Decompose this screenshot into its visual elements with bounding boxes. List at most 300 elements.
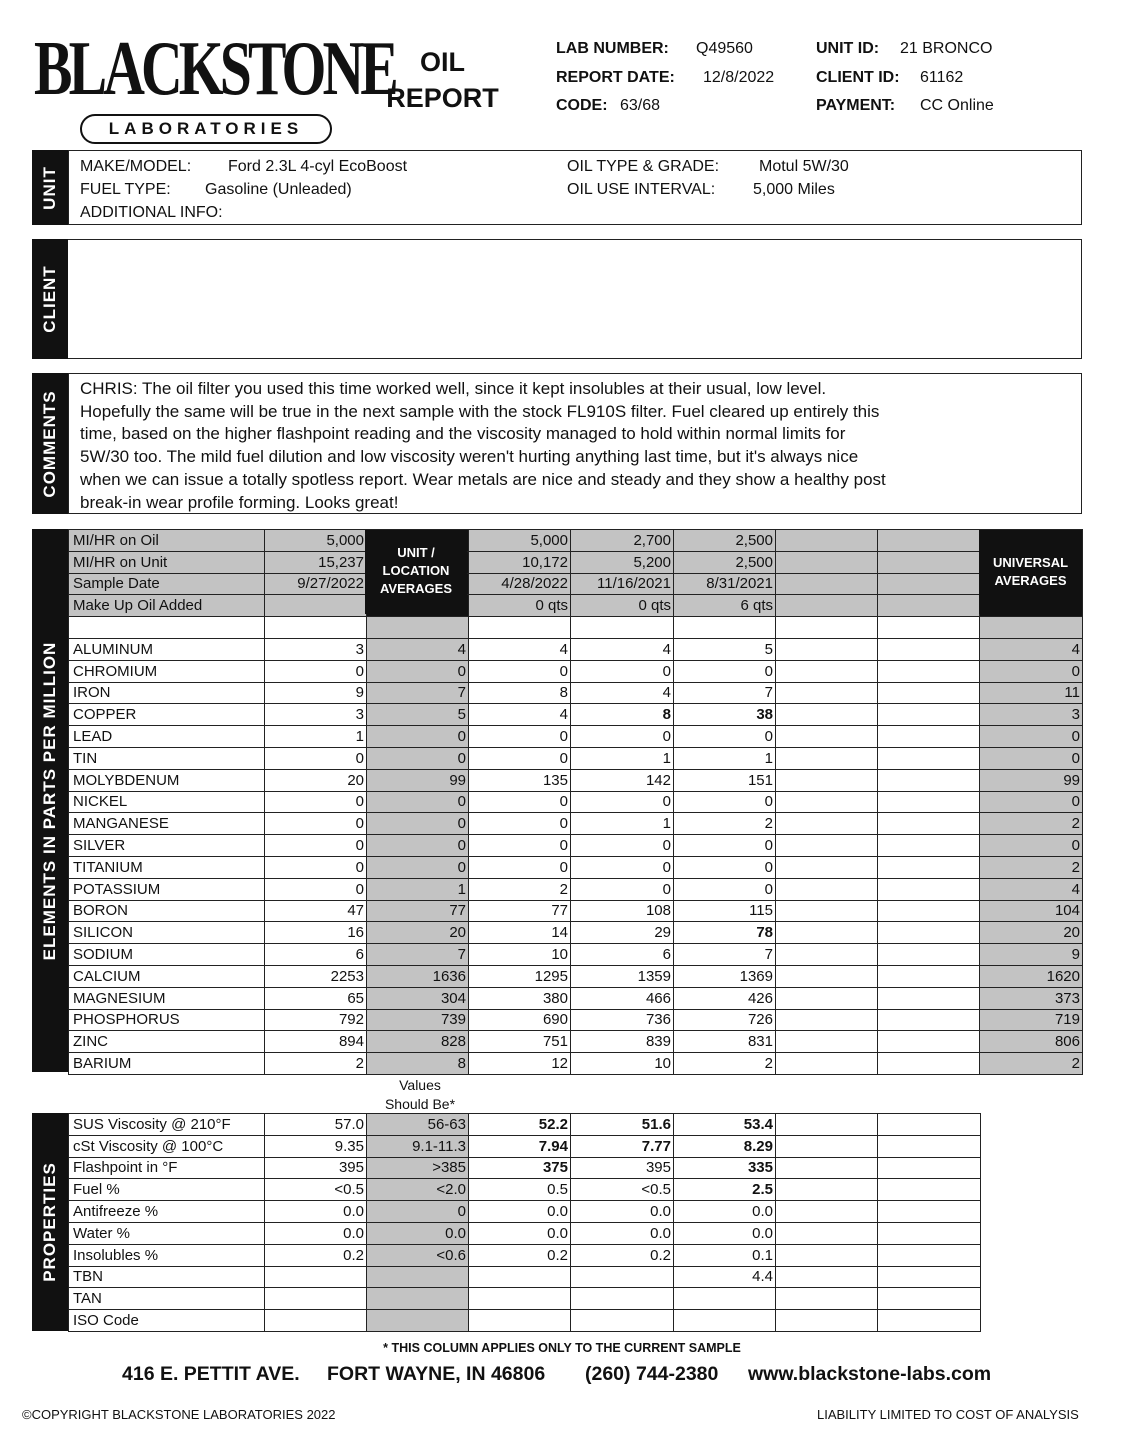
sample-5-cell [878, 813, 980, 835]
sample-4-cell [776, 1009, 878, 1031]
unit-average-cell: 0 [367, 791, 469, 813]
sample-4-cell [776, 660, 878, 682]
universal-average-cell: 20 [980, 922, 1083, 944]
comment-line: Hopefully the same will be true in the next sample with the stock FL910S filter. Fuel cleared up entirely this [80, 401, 880, 421]
universal-average-cell: 806 [980, 1031, 1083, 1053]
current-sample-cell [265, 1266, 367, 1288]
unit-average-cell: 77 [367, 900, 469, 922]
current-sample-cell: 9 [265, 682, 367, 704]
sample-5-cell [878, 1179, 981, 1201]
unit-side-label: UNIT [32, 150, 68, 225]
sample-1-cell: 0 [469, 856, 571, 878]
universal-average-cell: 9 [980, 944, 1083, 966]
sample-4-cell [776, 769, 878, 791]
element-row [69, 813, 1083, 835]
sample-2-cell: 10 [571, 1053, 674, 1075]
element-row [69, 726, 1083, 748]
sample-2-cell: 5,200 [571, 551, 674, 573]
property-name: Insolubles % [69, 1244, 265, 1266]
element-row [69, 791, 1083, 813]
sample-4-cell [776, 1135, 878, 1157]
sample-2-cell: 8 [571, 704, 674, 726]
sample-5-cell [878, 1244, 981, 1266]
make-model-value: Ford 2.3L 4-cyl EcoBoost [228, 158, 408, 175]
fuel-type-value: Gasoline (Unleaded) [205, 181, 352, 198]
sample-2-cell: 4 [571, 682, 674, 704]
unit-average-cell: 5 [367, 704, 469, 726]
element-row [69, 835, 1083, 857]
sample-4-cell [776, 987, 878, 1009]
sample-5-cell [878, 791, 980, 813]
property-row [69, 1288, 981, 1310]
unit-info-box [68, 150, 1082, 225]
sample-3-cell: 1369 [674, 965, 776, 987]
footer-copyright: ©COPYRIGHT BLACKSTONE LABORATORIES 2022 [22, 1407, 336, 1422]
comment-line: time, based on the higher flashpoint reading and the viscosity managed to hold within normal limits for [80, 424, 846, 444]
sample-1-cell: 751 [469, 1031, 571, 1053]
sample-1-cell: 0.5 [469, 1179, 571, 1201]
current-sample-cell: 0 [265, 878, 367, 900]
universal-average-cell: 0 [980, 747, 1083, 769]
sample-5-cell [878, 922, 980, 944]
oil-type-value: Motul 5W/30 [759, 158, 849, 175]
property-row [69, 1179, 981, 1201]
sample-4-cell [776, 530, 878, 552]
sample-3-cell: 8.29 [674, 1135, 776, 1157]
sample-3-cell: 726 [674, 1009, 776, 1031]
unit-average-cell: 828 [367, 1031, 469, 1053]
current-sample-cell: 395 [265, 1157, 367, 1179]
sample-3-cell: 0.0 [674, 1222, 776, 1244]
client-id-label: CLIENT ID: [816, 69, 900, 86]
element-name: BORON [69, 900, 265, 922]
sample-5-cell [878, 1157, 981, 1179]
report-date-value: 12/8/2022 [703, 69, 775, 86]
sample-4-cell [776, 682, 878, 704]
universal-average-cell: 1620 [980, 965, 1083, 987]
blackstone-logo [34, 25, 395, 142]
current-sample-cell: 3 [265, 704, 367, 726]
sample-4-cell [776, 747, 878, 769]
client-side-label: CLIENT [32, 239, 68, 359]
unit-average-cell: 0 [367, 835, 469, 857]
sample-1-cell: 14 [469, 922, 571, 944]
property-name: cSt Viscosity @ 100°C [69, 1135, 265, 1157]
sample-3-cell: 0.1 [674, 1244, 776, 1266]
sample-3-cell: 0 [674, 660, 776, 682]
current-sample-cell [265, 1288, 367, 1310]
property-name: Antifreeze % [69, 1201, 265, 1223]
values-should-be-label: Values Should Be* [384, 1077, 456, 1112]
sample-2-cell: 29 [571, 922, 674, 944]
element-name: TIN [69, 747, 265, 769]
current-sample-cell: 57.0 [265, 1114, 367, 1136]
spacer-cell [776, 617, 878, 639]
current-sample-cell: 894 [265, 1031, 367, 1053]
sample-4-cell [776, 856, 878, 878]
sample-3-cell: 7 [674, 682, 776, 704]
current-sample-cell: 6 [265, 944, 367, 966]
footer-phone: (260) 744-2380 [585, 1363, 719, 1385]
row-label: Sample Date [69, 573, 265, 595]
universal-average-cell: 4 [980, 638, 1083, 660]
unit-average-cell: 304 [367, 987, 469, 1009]
sample-1-cell [469, 1266, 571, 1288]
sample-1-cell: 0 [469, 835, 571, 857]
current-sample-cell: 792 [265, 1009, 367, 1031]
current-sample-cell: 1 [265, 726, 367, 748]
element-name: MAGNESIUM [69, 987, 265, 1009]
oil-type-label: OIL TYPE & GRADE: [567, 158, 720, 175]
sample-2-cell [571, 1310, 674, 1332]
universal-average-cell: 0 [980, 726, 1083, 748]
sample-3-cell: 78 [674, 922, 776, 944]
sample-3-cell: 38 [674, 704, 776, 726]
sample-2-cell: 0 qts [571, 595, 674, 617]
element-name: LEAD [69, 726, 265, 748]
unit-id-label: UNIT ID: [816, 40, 880, 57]
meta-row [69, 551, 1083, 573]
sample-5-cell [878, 595, 980, 617]
current-sample-cell [265, 1310, 367, 1332]
oil-interval-value: 5,000 Miles [753, 181, 835, 198]
property-name: TAN [69, 1288, 265, 1310]
sample-5-cell [878, 900, 980, 922]
sample-4-cell [776, 1053, 878, 1075]
comment-line: CHRIS: The oil filter you used this time worked well, since it kept insolubles at their usual, low level. [80, 379, 827, 398]
sample-5-cell [878, 835, 980, 857]
sample-1-cell: 4 [469, 638, 571, 660]
logo-subtitle: LABORATORIES [80, 114, 332, 144]
sample-2-cell: 1 [571, 747, 674, 769]
sample-5-cell [878, 878, 980, 900]
element-row [69, 682, 1083, 704]
sample-3-cell: 0 [674, 835, 776, 857]
sample-1-cell: 0 [469, 813, 571, 835]
sample-4-cell [776, 1157, 878, 1179]
sample-2-cell: 0.0 [571, 1222, 674, 1244]
property-row [69, 1114, 981, 1136]
element-name: COPPER [69, 704, 265, 726]
spacer-cell [265, 617, 367, 639]
element-name: SODIUM [69, 944, 265, 966]
fuel-type-label: FUEL TYPE: [80, 181, 171, 198]
universal-average-cell: 719 [980, 1009, 1083, 1031]
should-be-cell [367, 1266, 469, 1288]
sample-1-cell: 0.0 [469, 1201, 571, 1223]
sample-4-cell [776, 900, 878, 922]
property-name: Fuel % [69, 1179, 265, 1201]
lab-number-label: LAB NUMBER: [556, 40, 669, 57]
element-row [69, 1009, 1083, 1031]
element-row [69, 660, 1083, 682]
current-sample-cell: 15,237 [265, 551, 367, 573]
universal-average-cell: 2 [980, 813, 1083, 835]
should-be-cell [367, 1310, 469, 1332]
sample-5-cell [878, 856, 980, 878]
element-row [69, 922, 1083, 944]
spacer-cell [674, 617, 776, 639]
element-row [69, 704, 1083, 726]
row-label: MI/HR on Oil [69, 530, 265, 552]
sample-2-cell: 0 [571, 878, 674, 900]
current-sample-cell: 2 [265, 1053, 367, 1075]
footer-address: 416 E. PETTIT AVE. [122, 1363, 300, 1385]
sample-1-cell: 0 [469, 660, 571, 682]
sample-1-cell: 52.2 [469, 1114, 571, 1136]
property-name: Water % [69, 1222, 265, 1244]
universal-average-cell: 4 [980, 878, 1083, 900]
current-sample-cell: 0 [265, 791, 367, 813]
sample-2-cell: 1359 [571, 965, 674, 987]
current-sample-cell: 20 [265, 769, 367, 791]
current-sample-cell: 0.0 [265, 1222, 367, 1244]
should-be-cell: 0 [367, 1201, 469, 1223]
unit-average-cell: 0 [367, 813, 469, 835]
elements-side-label: ELEMENTS IN PARTS PER MILLION [32, 529, 68, 1072]
universal-average-cell: 2 [980, 856, 1083, 878]
sample-3-cell: 426 [674, 987, 776, 1009]
element-row [69, 856, 1083, 878]
unit-average-cell: 8 [367, 1053, 469, 1075]
sample-4-cell [776, 878, 878, 900]
universal-average-cell: 11 [980, 682, 1083, 704]
report-date-label: REPORT DATE: [556, 69, 675, 86]
sample-2-cell: 839 [571, 1031, 674, 1053]
sample-3-cell: 0.0 [674, 1201, 776, 1223]
unit-average-cell: 4 [367, 638, 469, 660]
unit-average-cell: 99 [367, 769, 469, 791]
element-row [69, 747, 1083, 769]
sample-1-cell: 0.2 [469, 1244, 571, 1266]
footer-liability: LIABILITY LIMITED TO COST OF ANALYSIS [817, 1407, 1079, 1422]
sample-3-cell: 53.4 [674, 1114, 776, 1136]
comments-box [68, 373, 1082, 514]
sample-1-cell: 0 [469, 791, 571, 813]
element-row [69, 987, 1083, 1009]
element-name: ZINC [69, 1031, 265, 1053]
report-title [380, 44, 505, 116]
property-row [69, 1157, 981, 1179]
sample-4-cell [776, 1201, 878, 1223]
footer-city: FORT WAYNE, IN 46806 [327, 1363, 546, 1385]
current-sample-cell: <0.5 [265, 1179, 367, 1201]
sample-2-cell: 0 [571, 835, 674, 857]
current-sample-cell: 0 [265, 856, 367, 878]
sample-3-cell: 8/31/2021 [674, 573, 776, 595]
sample-5-cell [878, 573, 980, 595]
unit-average-cell: 1 [367, 878, 469, 900]
comments-text [80, 378, 886, 514]
spacer-cell [469, 617, 571, 639]
sample-3-cell: 6 qts [674, 595, 776, 617]
sample-1-cell [469, 1288, 571, 1310]
sample-1-cell: 4 [469, 704, 571, 726]
spacer-cell [69, 617, 265, 639]
current-sample-cell: 5,000 [265, 530, 367, 552]
sample-5-cell [878, 987, 980, 1009]
row-label: MI/HR on Unit [69, 551, 265, 573]
sample-5-cell [878, 1114, 981, 1136]
sample-5-cell [878, 1053, 980, 1075]
meta-row [69, 530, 1083, 552]
sample-5-cell [878, 726, 980, 748]
footer-website[interactable]: www.blackstone-labs.com [748, 1363, 992, 1385]
sample-3-cell [674, 1310, 776, 1332]
sample-3-cell: 2,500 [674, 530, 776, 552]
element-name: BARIUM [69, 1053, 265, 1075]
universal-average-cell: 99 [980, 769, 1083, 791]
element-name: MANGANESE [69, 813, 265, 835]
sample-3-cell: 0 [674, 726, 776, 748]
sample-2-cell [571, 1288, 674, 1310]
sample-4-cell [776, 1179, 878, 1201]
make-model-label: MAKE/MODEL: [80, 158, 192, 175]
properties-table [68, 1113, 981, 1332]
sample-5-cell [878, 1201, 981, 1223]
sample-2-cell: 395 [571, 1157, 674, 1179]
sample-3-cell: 7 [674, 944, 776, 966]
element-name: NICKEL [69, 791, 265, 813]
sample-5-cell [878, 965, 980, 987]
sample-4-cell [776, 1266, 878, 1288]
element-name: PHOSPHORUS [69, 1009, 265, 1031]
sample-3-cell: 0 [674, 878, 776, 900]
sample-4-cell [776, 704, 878, 726]
sample-1-cell: 0.0 [469, 1222, 571, 1244]
sample-1-cell: 10 [469, 944, 571, 966]
universal-average-cell: 0 [980, 791, 1083, 813]
universal-average-cell: 0 [980, 660, 1083, 682]
sample-4-cell [776, 726, 878, 748]
unit-average-cell: 0 [367, 660, 469, 682]
current-sample-cell: 0.0 [265, 1201, 367, 1223]
current-sample-cell: 47 [265, 900, 367, 922]
element-name: TITANIUM [69, 856, 265, 878]
unit-average-cell: 7 [367, 944, 469, 966]
sample-5-cell [878, 1135, 981, 1157]
element-name: IRON [69, 682, 265, 704]
sample-4-cell [776, 551, 878, 573]
sample-4-cell [776, 1031, 878, 1053]
elements-table [68, 529, 1083, 1075]
sample-5-cell [878, 769, 980, 791]
sample-2-cell: 0 [571, 791, 674, 813]
sample-3-cell [674, 1288, 776, 1310]
sample-1-cell: 8 [469, 682, 571, 704]
sample-5-cell [878, 1288, 981, 1310]
sample-2-cell: 51.6 [571, 1114, 674, 1136]
sample-1-cell: 10,172 [469, 551, 571, 573]
sample-3-cell: 1 [674, 747, 776, 769]
element-row [69, 900, 1083, 922]
property-name: SUS Viscosity @ 210°F [69, 1114, 265, 1136]
sample-2-cell: 736 [571, 1009, 674, 1031]
sample-2-cell: 0.2 [571, 1244, 674, 1266]
sample-5-cell [878, 682, 980, 704]
universal-averages-header: UNIVERSAL AVERAGES [979, 530, 1082, 614]
unit-average-cell: 0 [367, 726, 469, 748]
sample-2-cell: 142 [571, 769, 674, 791]
element-row [69, 638, 1083, 660]
should-be-cell [367, 1288, 469, 1310]
meta-row [69, 595, 1083, 617]
element-row [69, 1031, 1083, 1053]
current-sample-cell: 0 [265, 660, 367, 682]
unit-id-value: 21 BRONCO [900, 40, 993, 57]
sample-4-cell [776, 638, 878, 660]
sample-2-cell: 0 [571, 856, 674, 878]
element-row [69, 965, 1083, 987]
sample-1-cell: 0 qts [469, 595, 571, 617]
unit-location-averages-header: UNIT / LOCATION AVERAGES [365, 530, 467, 614]
sample-5-cell [878, 1222, 981, 1244]
sample-2-cell: 108 [571, 900, 674, 922]
current-sample-cell: 16 [265, 922, 367, 944]
sample-4-cell [776, 1288, 878, 1310]
current-sample-cell [265, 595, 367, 617]
unit-average-cell: 0 [367, 747, 469, 769]
sample-4-cell [776, 595, 878, 617]
comments-side-label: COMMENTS [32, 373, 68, 514]
should-be-cell: >385 [367, 1157, 469, 1179]
lab-number-value: Q49560 [696, 40, 753, 57]
sample-5-cell [878, 551, 980, 573]
sample-1-cell: 380 [469, 987, 571, 1009]
element-name: ALUMINUM [69, 638, 265, 660]
sample-2-cell: 466 [571, 987, 674, 1009]
element-name: CHROMIUM [69, 660, 265, 682]
sample-3-cell: 831 [674, 1031, 776, 1053]
sample-2-cell [571, 1266, 674, 1288]
property-name: Flashpoint in °F [69, 1157, 265, 1179]
current-sample-cell: 3 [265, 638, 367, 660]
unit-average-cell: 0 [367, 856, 469, 878]
property-row [69, 1244, 981, 1266]
sample-2-cell: 1 [571, 813, 674, 835]
property-row [69, 1266, 981, 1288]
sample-4-cell [776, 791, 878, 813]
report-title-line2: REPORT [386, 83, 499, 113]
should-be-cell: 9.1-11.3 [367, 1135, 469, 1157]
report-title-line1: OIL [420, 47, 465, 77]
element-name: POTASSIUM [69, 878, 265, 900]
sample-3-cell: 151 [674, 769, 776, 791]
spacer-cell [980, 617, 1083, 639]
spacer-cell [878, 617, 980, 639]
properties-side-label: PROPERTIES [32, 1113, 68, 1331]
unit-average-cell: 739 [367, 1009, 469, 1031]
current-sample-cell: 0.2 [265, 1244, 367, 1266]
code-label: CODE: [556, 97, 608, 114]
current-sample-cell: 0 [265, 813, 367, 835]
sample-2-cell: 0.0 [571, 1201, 674, 1223]
property-row [69, 1310, 981, 1332]
sample-5-cell [878, 1031, 980, 1053]
sample-1-cell: 7.94 [469, 1135, 571, 1157]
client-info-box [68, 239, 1082, 359]
current-sample-cell: 2253 [265, 965, 367, 987]
sample-5-cell [878, 944, 980, 966]
payment-label: PAYMENT: [816, 97, 896, 114]
sample-2-cell: 6 [571, 944, 674, 966]
sample-4-cell [776, 922, 878, 944]
comment-line: when we can issue a totally spotless report. Wear metals are nice and steady and they show a healthy post [80, 469, 886, 489]
current-sample-cell: 0 [265, 747, 367, 769]
sample-3-cell: 5 [674, 638, 776, 660]
footer-note: * THIS COLUMN APPLIES ONLY TO THE CURRENT SAMPLE [383, 1341, 741, 1355]
oil-interval-label: OIL USE INTERVAL: [567, 181, 716, 198]
